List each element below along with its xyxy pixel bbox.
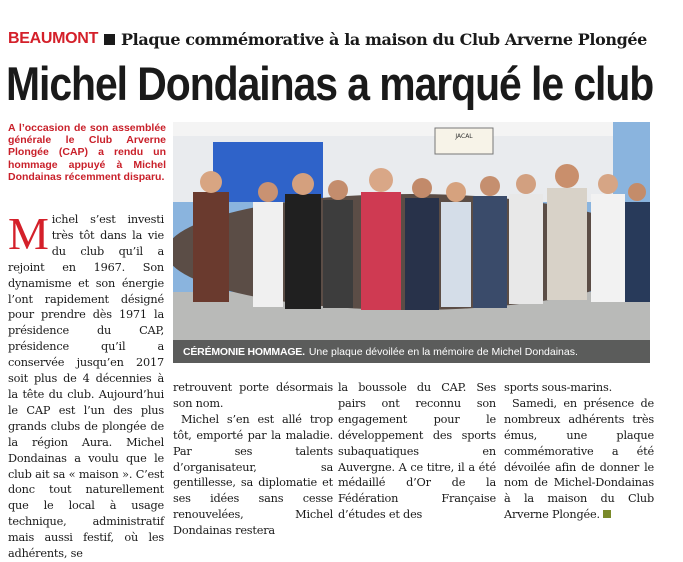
article-column-3 bbox=[338, 380, 496, 523]
end-mark-icon bbox=[603, 510, 611, 518]
column-2-text-a: retrouvent porte désormais son nom. bbox=[173, 381, 333, 410]
caption-text: Une plaque dévoilée en la mémoire de Michel Dondainas. bbox=[308, 345, 578, 358]
column-1-text: ichel s’est investi très tôt dans la vie du club qu’il a rejoint en 1967. Son dynamisme et son énergie l’ont rapidement désigné pour prendre dès 1971 la présidence du CAP, présidence qu’il a conservée jusqu’en 2017 soit plus de 4 décennies à la tête du club. Aujourd’hui le CAP est l’un des plus grands clubs de plongée de la région Aura. Michel Dondainas a voulu que le club ait sa « maison ». C’est donc tout naturellement que le local à usage technique, administratif mais aussi festif, où les adhérents, se bbox=[8, 213, 164, 561]
article-column-2 bbox=[173, 380, 333, 539]
drop-cap: M bbox=[8, 208, 49, 259]
article-column-1 bbox=[8, 208, 164, 562]
article-photo bbox=[173, 122, 650, 363]
column-4-text-a: sports sous-marins. bbox=[504, 381, 612, 394]
kicker-subtitle: Plaque commémorative à la maison du Club Arverne Plongée bbox=[121, 29, 647, 49]
plaque-sign bbox=[435, 128, 493, 154]
plaque-sign-text: JACAL bbox=[455, 133, 473, 140]
photo-caption bbox=[173, 340, 650, 363]
headline: Michel Dondainas a marqué le club bbox=[6, 57, 654, 110]
article-column-4 bbox=[504, 380, 654, 523]
kicker bbox=[8, 28, 647, 50]
column-4-paragraph bbox=[504, 396, 654, 523]
kicker-square-icon bbox=[104, 34, 115, 45]
column-4-text-b: Samedi, en présence de nombreux adhérents très émus, une plaque commémorative a été dévoilée afin de donner le nom de Michel-Dondainas à la maison du Club Arverne Plongée. bbox=[504, 396, 654, 522]
kicker-town: BEAUMONT bbox=[8, 30, 99, 47]
caption-label: CÉRÉMONIE HOMMAGE. bbox=[183, 345, 305, 358]
group-photo-illustration bbox=[173, 122, 650, 363]
column-2-text-b: Michel s’en est allé trop tôt, emporté par la maladie. Par ses talents d’organisateur, sa gentillesse, sa diplomatie et ses idées sans cesse renouvelées, Michel Dondainas restera bbox=[173, 412, 333, 538]
lead-paragraph: A l’occasion de son assemblée générale le Club Arverne Plongée (CAP) a rendu un hommage appuyé à Michel Dondainas récemment disparu. bbox=[8, 122, 166, 183]
building-roof-band bbox=[173, 122, 613, 136]
column-3-text: la boussole du CAP. Ses pairs ont reconnu son engagement pour le développement des sports subaquatiques en Auvergne. A ce titre, il a été médaillé d’Or de la Fédération Française d’études et des bbox=[338, 381, 496, 522]
